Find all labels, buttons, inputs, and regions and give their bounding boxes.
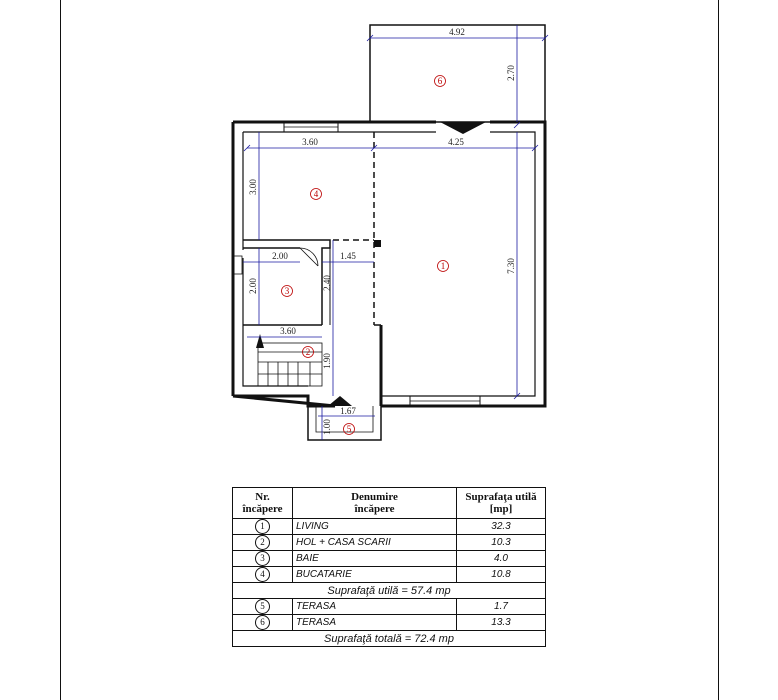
header-area: Suprafaţa utilă [mp] bbox=[457, 488, 546, 519]
dim-2-00-v: 2.00 bbox=[248, 278, 258, 294]
row-area: 1.7 bbox=[457, 599, 546, 615]
dim-3-00: 3.00 bbox=[248, 179, 258, 195]
dim-2-00-h: 2.00 bbox=[272, 251, 288, 261]
row-area: 32.3 bbox=[457, 519, 546, 535]
dim-2-70: 2.70 bbox=[506, 65, 516, 81]
room-6-label: 6 bbox=[437, 76, 443, 86]
row-number: 5 bbox=[255, 599, 270, 614]
subtotal-text: Suprafaţă utilă = 57.4 mp bbox=[233, 583, 546, 599]
row-area: 10.3 bbox=[457, 535, 546, 551]
header-name: Denumire încăpere bbox=[293, 488, 457, 519]
dim-3-60-top: 3.60 bbox=[302, 137, 318, 147]
dim-1-90: 1.90 bbox=[322, 353, 332, 369]
dim-2-40: 2.40 bbox=[322, 275, 332, 291]
subtotal-row bbox=[233, 583, 546, 599]
room-5-label: 5 bbox=[346, 424, 352, 434]
row-number: 1 bbox=[255, 519, 270, 534]
entrance-arrow-icon bbox=[440, 122, 486, 134]
total-text: Suprafaţă totală = 72.4 mp bbox=[233, 631, 546, 647]
outer-wall bbox=[233, 122, 545, 406]
stair-arrow-icon bbox=[256, 334, 264, 348]
terrace-6-outline bbox=[370, 25, 545, 122]
dim-4-25: 4.25 bbox=[448, 137, 464, 147]
table-row bbox=[233, 551, 546, 567]
table-row bbox=[233, 599, 546, 615]
row-name: HOL + CASA SCARII bbox=[293, 535, 457, 551]
total-row bbox=[233, 631, 546, 647]
row-number: 2 bbox=[255, 535, 270, 550]
dim-7-30: 7.30 bbox=[506, 258, 516, 274]
row-number: 4 bbox=[255, 567, 270, 582]
dim-1-67: 1.67 bbox=[340, 406, 356, 416]
row-name: TERASA bbox=[293, 599, 457, 615]
row-area: 4.0 bbox=[457, 551, 546, 567]
room-4-label: 4 bbox=[313, 189, 319, 199]
table-row bbox=[233, 519, 546, 535]
room-1-label: 1 bbox=[440, 261, 446, 271]
bath-door bbox=[300, 248, 318, 266]
dim-3-60-mid: 3.60 bbox=[280, 326, 296, 336]
staircase bbox=[258, 343, 322, 386]
dim-1-00: 1.00 bbox=[322, 419, 332, 435]
row-name: LIVING bbox=[293, 519, 457, 535]
room-2-label: 2 bbox=[305, 347, 311, 357]
room-3-label: 3 bbox=[284, 286, 290, 296]
row-name: BAIE bbox=[293, 551, 457, 567]
row-name: TERASA bbox=[293, 615, 457, 631]
table-row bbox=[233, 535, 546, 551]
row-number: 3 bbox=[255, 551, 270, 566]
row-area: 10.8 bbox=[457, 567, 546, 583]
header-nr: Nr. încăpere bbox=[233, 488, 293, 519]
row-area: 13.3 bbox=[457, 615, 546, 631]
dim-1-45: 1.45 bbox=[340, 251, 356, 261]
row-name: BUCATARIE bbox=[293, 567, 457, 583]
dim-4-92: 4.92 bbox=[449, 27, 465, 37]
rooms-table bbox=[232, 487, 546, 647]
table-row bbox=[233, 567, 546, 583]
inner-wall bbox=[243, 132, 535, 396]
table-header bbox=[233, 488, 546, 519]
entry-arrow-icon bbox=[328, 396, 352, 406]
table-row bbox=[233, 615, 546, 631]
row-number: 6 bbox=[255, 615, 270, 630]
